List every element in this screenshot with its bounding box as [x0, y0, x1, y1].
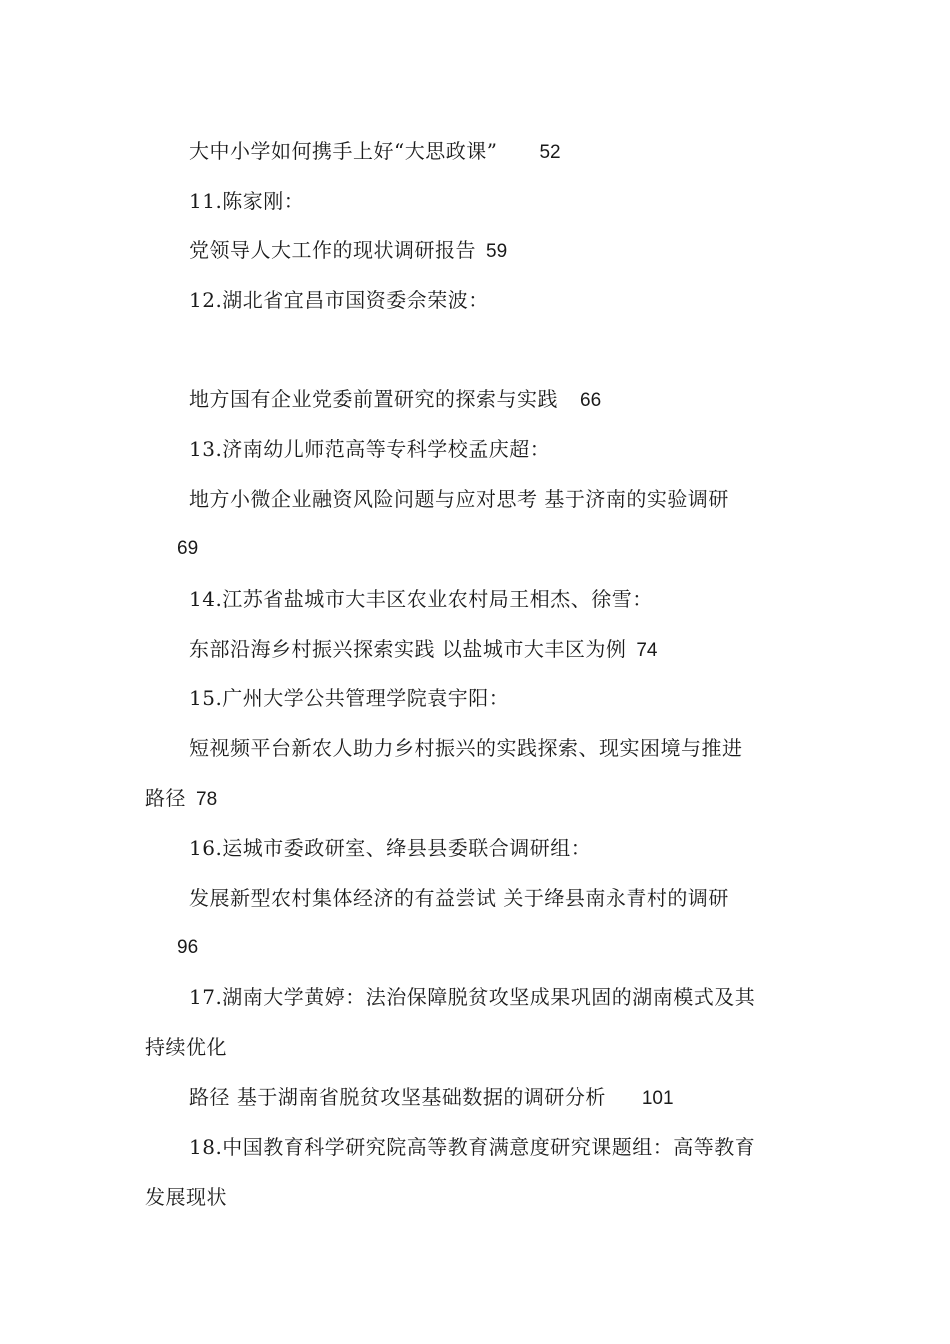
- toc-page-number: 96: [177, 937, 199, 958]
- toc-entry-text: 发展现状: [145, 1185, 227, 1209]
- toc-entry-title: [189, 238, 507, 264]
- toc-entry-author: [189, 836, 591, 860]
- toc-entry-title: [189, 1085, 674, 1111]
- toc-entry-text: 16.运城市委政研室、绛县县委联合调研组：: [189, 836, 592, 860]
- toc-entry-title: [189, 637, 658, 663]
- toc-entry-text: 发展新型农村集体经济的有益尝试 关于绛县南永青村的调研: [189, 886, 729, 910]
- toc-entry-text: 地方国有企业党委前置研究的探索与实践: [189, 387, 558, 411]
- toc-entry-author: [189, 686, 509, 710]
- toc-entry-title: [189, 886, 729, 910]
- toc-entry-text: 15.广州大学公共管理学院袁宇阳：: [189, 686, 510, 710]
- toc-entry-author: [189, 437, 550, 461]
- toc-entry-title: [189, 387, 601, 413]
- toc-page-number: 78: [196, 789, 218, 810]
- toc-entry-title: [189, 487, 729, 511]
- toc-page-number: 74: [636, 640, 658, 661]
- toc-entry-text: 14.江苏省盐城市大丰区农业农村局王相杰、徐雪：: [189, 587, 653, 611]
- toc-entry-text: 党领导人大工作的现状调研报告: [189, 238, 476, 262]
- toc-entry-author: [189, 985, 755, 1009]
- toc-entry-text: 持续优化: [145, 1035, 227, 1059]
- toc-page-number: 66: [580, 390, 602, 411]
- toc-entry-text: 路径: [145, 786, 186, 810]
- toc-entry-text: 大中小学如何携手上好“大思政课”: [189, 139, 498, 163]
- toc-entry-text: 17.湖南大学黄婷：法治保障脱贫攻坚成果巩固的湖南模式及其: [189, 985, 756, 1009]
- toc-entry-title: [189, 139, 561, 165]
- toc-entry-text: 地方小微企业融资风险问题与应对思考 基于济南的实验调研: [189, 487, 729, 511]
- toc-page-number: 101: [641, 1088, 674, 1109]
- toc-entry-text: 13.济南幼儿师范高等专科学校孟庆超：: [189, 437, 551, 461]
- toc-entry-title-continued: [145, 786, 217, 812]
- toc-page-number: 69: [177, 538, 199, 559]
- toc-entry-title-continued: [145, 1035, 227, 1059]
- toc-entry-text: 东部沿海乡村振兴探索实践 以盐城市大丰区为例: [189, 637, 627, 661]
- toc-entry-text: 11.陈家刚：: [189, 189, 305, 213]
- toc-entry-text: 18.中国教育科学研究院高等教育满意度研究课题组：高等教育: [189, 1135, 756, 1159]
- toc-entry-text: 路径 基于湖南省脱贫攻坚基础数据的调研分析: [189, 1085, 606, 1109]
- toc-entry-author: [189, 1135, 755, 1159]
- toc-entry-text: 短视频平台新农人助力乡村振兴的实践探索、现实困境与推进: [189, 736, 743, 760]
- toc-entry-text: 12.湖北省宜昌市国资委佘荣波：: [189, 288, 489, 312]
- toc-entry-author: [189, 189, 304, 213]
- toc-page-number: 59: [486, 241, 508, 262]
- toc-page-number: 52: [539, 142, 561, 163]
- toc-entry-title: [189, 736, 743, 760]
- toc-entry-author: [189, 288, 489, 312]
- toc-entry-author: [189, 587, 653, 611]
- toc-entry-title-continued: [145, 1185, 227, 1209]
